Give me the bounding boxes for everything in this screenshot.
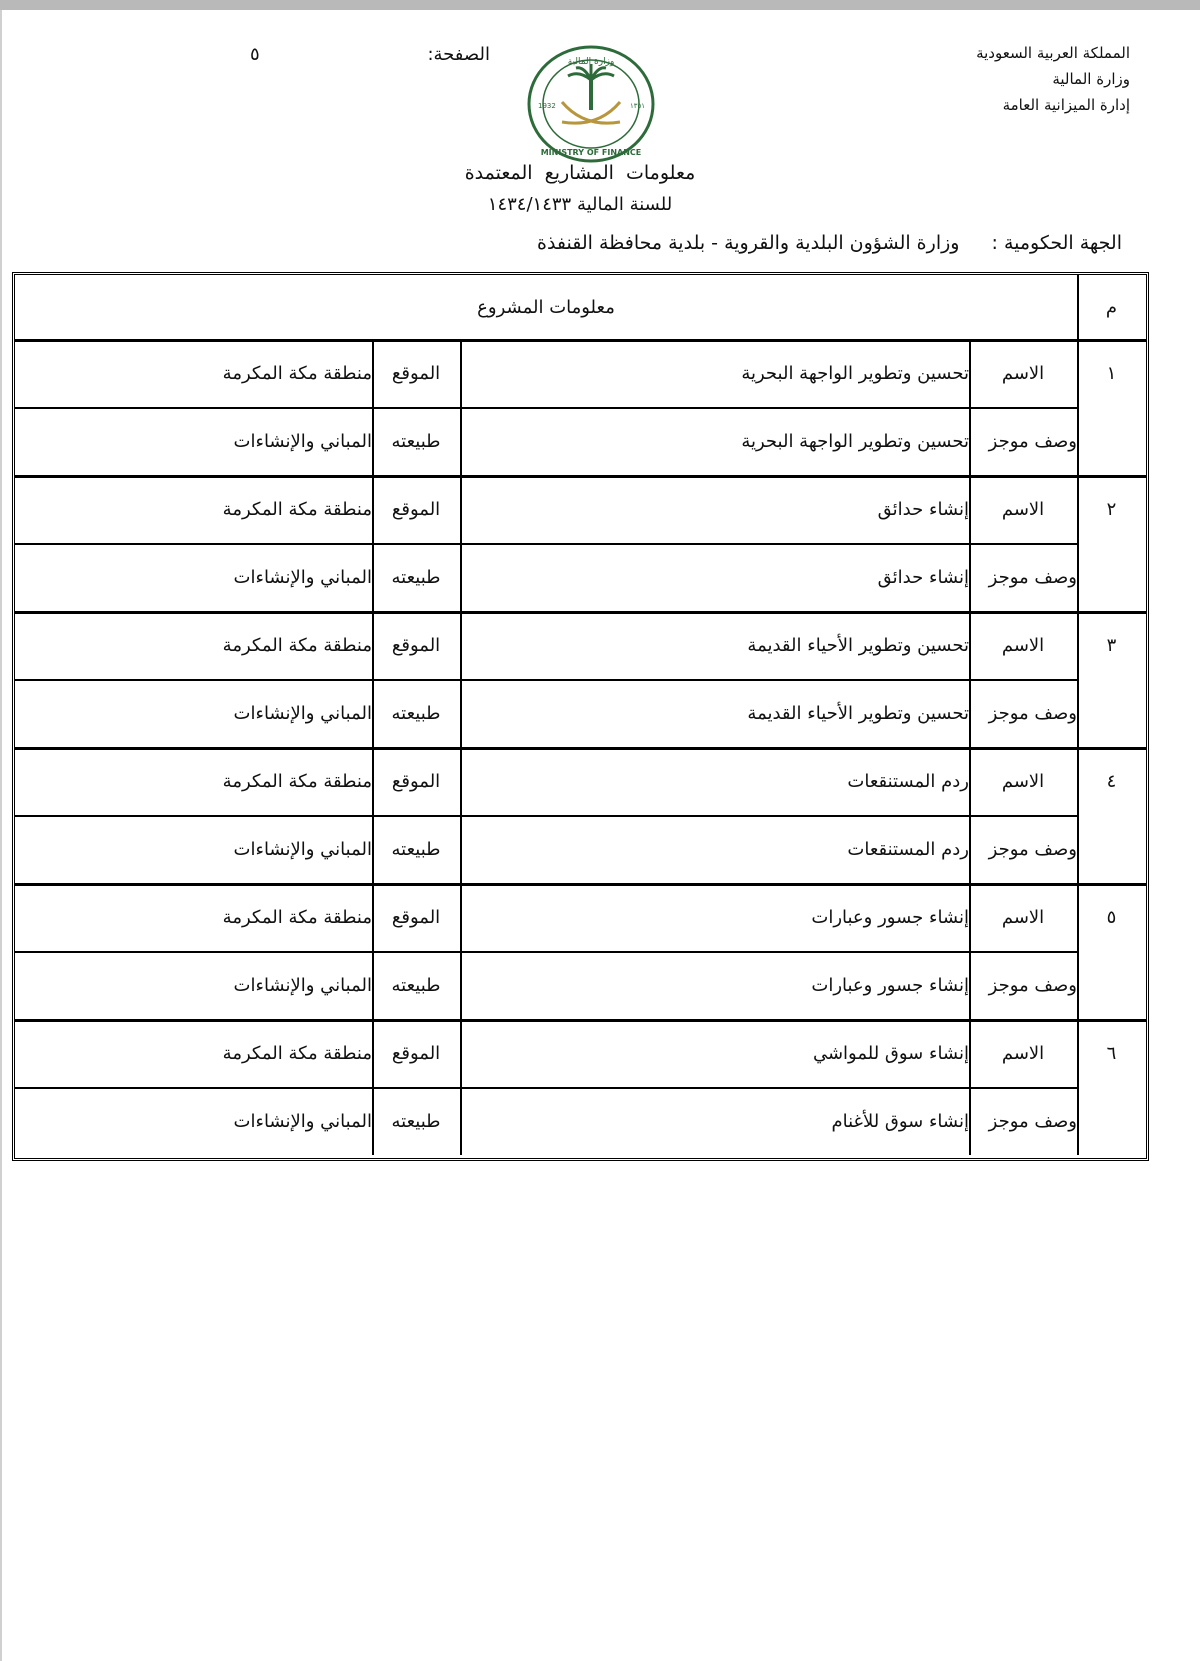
cell-divider — [969, 611, 971, 747]
project-brief: إنشاء جسور وعبارات — [811, 974, 969, 996]
cell-divider — [969, 747, 971, 883]
cell-divider — [969, 883, 971, 1019]
kingdom-name: المملكة العربية السعودية — [976, 44, 1130, 62]
project-brief: إنشاء سوق للأغنام — [831, 1110, 969, 1132]
label-brief: وصف موجز — [988, 838, 1077, 860]
fiscal-year: للسنة المالية ١٤٣٤/١٤٣٣ — [487, 194, 673, 215]
label-brief: وصف موجز — [988, 430, 1077, 452]
project-brief: تحسين وتطوير الأحياء القديمة — [747, 702, 969, 724]
label-nature: طبيعته — [391, 430, 441, 452]
document-title: معلومات المشاريع المعتمدة — [464, 162, 696, 184]
project-brief: تحسين وتطوير الواجهة البحرية — [741, 430, 969, 452]
label-name: الاسم — [1001, 634, 1045, 656]
project-nature: المباني والإنشاءات — [233, 566, 372, 588]
svg-text:١٣٥١: ١٣٥١ — [630, 102, 646, 110]
label-nature: طبيعته — [391, 974, 441, 996]
project-nature: المباني والإنشاءات — [233, 702, 372, 724]
department-name: إدارة الميزانية العامة — [1002, 96, 1130, 114]
label-location: الموقع — [391, 362, 441, 384]
cell-divider — [372, 883, 374, 1019]
col-number-header: م — [1105, 296, 1118, 318]
row-number: ١ — [1106, 362, 1117, 384]
cell-divider — [969, 1019, 971, 1155]
label-location: الموقع — [391, 906, 441, 928]
label-nature: طبيعته — [391, 838, 441, 860]
page-number: ٥ — [250, 44, 260, 65]
project-name: ردم المستنقعات — [847, 770, 969, 792]
cell-divider — [460, 883, 462, 1019]
project-location: منطقة مكة المكرمة — [222, 1042, 372, 1064]
ministry-of-finance-logo — [524, 42, 658, 166]
issuer-block — [976, 40, 1130, 118]
label-nature: طبيعته — [391, 566, 441, 588]
ministry-name: وزارة المالية — [1052, 70, 1130, 88]
project-name: تحسين وتطوير الأحياء القديمة — [747, 634, 969, 656]
project-name: إنشاء جسور وعبارات — [811, 906, 969, 928]
row-number: ٢ — [1106, 498, 1117, 520]
row-number: ٦ — [1106, 1042, 1117, 1064]
cell-divider — [372, 1019, 374, 1155]
cell-divider — [372, 611, 374, 747]
cell-divider — [969, 475, 971, 611]
cell-divider — [969, 339, 971, 475]
page-indicator — [250, 44, 490, 65]
col-info-header: معلومات المشروع — [477, 296, 615, 318]
projects-table — [12, 272, 1149, 1161]
label-name: الاسم — [1001, 770, 1045, 792]
cell-divider — [372, 747, 374, 883]
document-page — [0, 10, 1200, 1661]
label-location: الموقع — [391, 634, 441, 656]
cell-divider — [460, 1019, 462, 1155]
label-brief: وصف موجز — [988, 566, 1077, 588]
project-location: منطقة مكة المكرمة — [222, 770, 372, 792]
cell-divider — [460, 747, 462, 883]
label-brief: وصف موجز — [988, 1110, 1077, 1132]
project-location: منطقة مكة المكرمة — [222, 498, 372, 520]
label-location: الموقع — [391, 498, 441, 520]
label-name: الاسم — [1001, 498, 1045, 520]
row-number: ٤ — [1106, 770, 1117, 792]
project-name: إنشاء سوق للمواشي — [812, 1042, 969, 1064]
project-location: منطقة مكة المكرمة — [222, 362, 372, 384]
label-brief: وصف موجز — [988, 974, 1077, 996]
project-location: منطقة مكة المكرمة — [222, 906, 372, 928]
agency-label: الجهة الحكومية : — [991, 232, 1122, 254]
svg-text:1932: 1932 — [538, 102, 556, 110]
agency-value: وزارة الشؤون البلدية والقروية - بلدية محافظة القنفذة — [537, 232, 960, 254]
cell-divider — [460, 339, 462, 475]
project-nature: المباني والإنشاءات — [233, 1110, 372, 1132]
government-agency — [537, 232, 1122, 254]
label-name: الاسم — [1001, 362, 1045, 384]
cell-divider — [460, 611, 462, 747]
svg-text:وزارة المالية: وزارة المالية — [567, 57, 615, 67]
page-label: الصفحة: — [427, 44, 490, 65]
project-location: منطقة مكة المكرمة — [222, 634, 372, 656]
label-location: الموقع — [391, 770, 441, 792]
svg-text:MINISTRY OF FINANCE: MINISTRY OF FINANCE — [540, 148, 642, 157]
row-number: ٥ — [1106, 906, 1117, 928]
project-name: تحسين وتطوير الواجهة البحرية — [741, 362, 969, 384]
cell-divider — [372, 475, 374, 611]
project-nature: المباني والإنشاءات — [233, 974, 372, 996]
project-name: إنشاء حدائق — [877, 498, 969, 520]
label-name: الاسم — [1001, 1042, 1045, 1064]
cell-divider — [460, 475, 462, 611]
label-location: الموقع — [391, 1042, 441, 1064]
row-number: ٣ — [1106, 634, 1117, 656]
project-nature: المباني والإنشاءات — [233, 838, 372, 860]
project-brief: ردم المستنقعات — [847, 838, 969, 860]
cell-divider — [372, 339, 374, 475]
project-brief: إنشاء حدائق — [877, 566, 969, 588]
label-nature: طبيعته — [391, 1110, 441, 1132]
label-nature: طبيعته — [391, 702, 441, 724]
label-brief: وصف موجز — [988, 702, 1077, 724]
label-name: الاسم — [1001, 906, 1045, 928]
project-nature: المباني والإنشاءات — [233, 430, 372, 452]
